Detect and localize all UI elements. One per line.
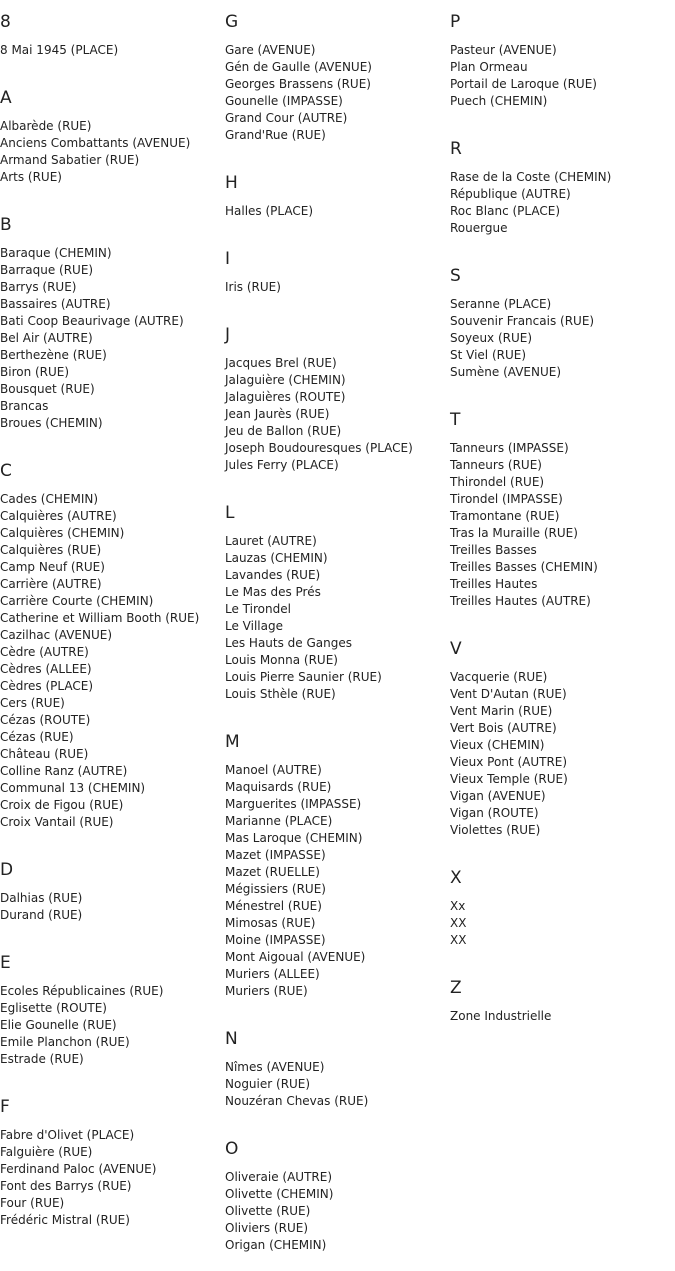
- street-item: Barrys (RUE): [0, 280, 77, 294]
- street-item: Noguier (RUE): [225, 1077, 311, 1091]
- street-item: Ferdinand Paloc (AVENUE): [0, 1162, 157, 1176]
- street-item: Manoel (AUTRE): [225, 763, 322, 777]
- street-item: Muriers (RUE): [225, 984, 308, 998]
- letter-section: [0, 860, 225, 941]
- street-item: Mont Aigoual (AVENUE): [225, 950, 366, 964]
- street-index-column-2: [225, 0, 450, 1271]
- street-item: Lauret (AUTRE): [225, 534, 317, 548]
- street-item: St Viel (RUE): [450, 348, 527, 362]
- section-letter-heading: Z: [450, 978, 462, 998]
- section-letter-heading: G: [225, 12, 239, 32]
- street-item: Bousquet (RUE): [0, 382, 95, 396]
- street-item: Emile Planchon (RUE): [0, 1035, 130, 1049]
- letter-section: [450, 978, 675, 1042]
- letter-section: [225, 173, 450, 237]
- street-item: Vent Marin (RUE): [450, 704, 553, 718]
- street-item: Mas Laroque (CHEMIN): [225, 831, 363, 845]
- street-item: Zone Industrielle: [450, 1009, 552, 1023]
- street-item: Biron (RUE): [0, 365, 70, 379]
- letter-section: [0, 953, 225, 1085]
- street-item: Tanneurs (RUE): [450, 458, 542, 472]
- street-item: Tanneurs (IMPASSE): [450, 441, 569, 455]
- street-list: [225, 203, 450, 220]
- street-item: Carrière Courte (CHEMIN): [0, 594, 154, 608]
- section-letter-heading: T: [450, 410, 461, 430]
- street-item: Vent D'Autan (RUE): [450, 687, 567, 701]
- letter-section: [450, 139, 675, 254]
- street-item: Louis Sthèle (RUE): [225, 687, 336, 701]
- street-item: Le Mas des Prés: [225, 585, 321, 599]
- street-item: Fabre d'Olivet (PLACE): [0, 1128, 135, 1142]
- street-item: Treilles Hautes (AUTRE): [450, 594, 591, 608]
- street-item: Moine (IMPASSE): [225, 933, 326, 947]
- street-item: Jalaguières (ROUTE): [225, 390, 346, 404]
- street-item: Louis Monna (RUE): [225, 653, 338, 667]
- street-item: Berthezène (RUE): [0, 348, 107, 362]
- street-item: XX: [450, 933, 467, 947]
- street-item: Broues (CHEMIN): [0, 416, 103, 430]
- street-item: Jean Jaurès (RUE): [225, 407, 330, 421]
- section-letter-heading: R: [450, 139, 462, 159]
- street-item: Colline Ranz (AUTRE): [0, 764, 128, 778]
- street-item: Halles (PLACE): [225, 204, 314, 218]
- street-item: Portail de Laroque (RUE): [450, 77, 597, 91]
- street-item: Vigan (ROUTE): [450, 806, 539, 820]
- street-item: Le Village: [225, 619, 283, 633]
- street-item: Vieux (CHEMIN): [450, 738, 545, 752]
- street-item: Cazilhac (AVENUE): [0, 628, 113, 642]
- street-item: Maquisards (RUE): [225, 780, 332, 794]
- section-letter-heading: O: [225, 1139, 239, 1159]
- street-item: Ménestrel (RUE): [225, 899, 322, 913]
- section-letter-heading: X: [450, 868, 462, 888]
- street-list: [225, 42, 450, 144]
- street-item: Jules Ferry (PLACE): [225, 458, 339, 472]
- street-index-column-3: [450, 0, 675, 1042]
- street-list: [225, 762, 450, 1000]
- letter-section: [225, 249, 450, 313]
- street-list: [450, 898, 675, 949]
- street-list: [225, 533, 450, 703]
- street-item: Jeu de Ballon (RUE): [225, 424, 342, 438]
- street-item: 8 Mai 1945 (PLACE): [0, 43, 119, 57]
- street-item: Mimosas (RUE): [225, 916, 316, 930]
- section-letter-heading: P: [450, 12, 461, 32]
- street-item: Gare (AVENUE): [225, 43, 316, 57]
- street-item: Font des Barrys (RUE): [0, 1179, 132, 1193]
- section-letter-heading: S: [450, 266, 461, 286]
- street-item: Roc Blanc (PLACE): [450, 204, 561, 218]
- section-letter-heading: E: [0, 953, 11, 973]
- section-letter-heading: C: [0, 461, 12, 481]
- street-item: Vert Bois (AUTRE): [450, 721, 557, 735]
- street-list: [450, 440, 675, 610]
- street-item: Vigan (AVENUE): [450, 789, 546, 803]
- street-item: Vieux Pont (AUTRE): [450, 755, 568, 769]
- street-item: Gounelle (IMPASSE): [225, 94, 343, 108]
- street-item: Croix Vantail (RUE): [0, 815, 114, 829]
- letter-section: [450, 868, 675, 966]
- street-item: Tramontane (RUE): [450, 509, 560, 523]
- section-letter-heading: L: [225, 503, 235, 523]
- street-item: Grand Cour (AUTRE): [225, 111, 348, 125]
- street-item: Camp Neuf (RUE): [0, 560, 105, 574]
- street-item: Mégissiers (RUE): [225, 882, 326, 896]
- street-item: Ecoles Républicaines (RUE): [0, 984, 164, 998]
- letter-section: [450, 266, 675, 398]
- section-letter-heading: I: [225, 249, 231, 269]
- letter-section: [0, 1097, 225, 1246]
- street-item: Lauzas (CHEMIN): [225, 551, 328, 565]
- street-item: Olivette (CHEMIN): [225, 1187, 334, 1201]
- street-item: Origan (CHEMIN): [225, 1238, 327, 1252]
- section-letter-heading: F: [0, 1097, 10, 1117]
- street-item: Violettes (RUE): [450, 823, 541, 837]
- street-item: République (AUTRE): [450, 187, 571, 201]
- street-item: Vacquerie (RUE): [450, 670, 548, 684]
- street-item: Durand (RUE): [0, 908, 83, 922]
- street-item: Croix de Figou (RUE): [0, 798, 124, 812]
- street-item: Lavandes (RUE): [225, 568, 321, 582]
- section-letter-heading: 8: [0, 12, 11, 32]
- letter-section: [0, 88, 225, 203]
- street-item: Treilles Hautes: [450, 577, 538, 591]
- street-item: Armand Sabatier (RUE): [0, 153, 140, 167]
- section-letter-heading: J: [225, 325, 231, 345]
- street-item: Mazet (RUELLE): [225, 865, 320, 879]
- street-item: Estrade (RUE): [0, 1052, 84, 1066]
- street-item: Iris (RUE): [225, 280, 281, 294]
- street-item: Carrière (AUTRE): [0, 577, 102, 591]
- letter-section: [450, 410, 675, 627]
- street-item: Calquières (RUE): [0, 543, 102, 557]
- street-item: Muriers (ALLEE): [225, 967, 320, 981]
- street-item: Frédéric Mistral (RUE): [0, 1213, 130, 1227]
- street-item: Elie Gounelle (RUE): [0, 1018, 117, 1032]
- street-item: Rouergue: [450, 221, 508, 235]
- street-item: Cèdres (PLACE): [0, 679, 94, 693]
- street-item: Cèdre (AUTRE): [0, 645, 89, 659]
- letter-section: [225, 732, 450, 1017]
- street-item: Château (RUE): [0, 747, 89, 761]
- street-item: Soyeux (RUE): [450, 331, 533, 345]
- street-item: Nouzéran Chevas (RUE): [225, 1094, 369, 1108]
- letter-section: [225, 325, 450, 491]
- street-list: [0, 983, 225, 1068]
- street-item: Bassaires (AUTRE): [0, 297, 111, 311]
- street-item: Plan Ormeau: [450, 60, 528, 74]
- street-item: Bati Coop Beaurivage (AUTRE): [0, 314, 184, 328]
- street-item: Jacques Brel (RUE): [225, 356, 337, 370]
- street-list: [225, 1059, 450, 1110]
- street-item: Mazet (IMPASSE): [225, 848, 326, 862]
- street-list: [225, 1169, 450, 1254]
- street-item: Cézas (RUE): [0, 730, 74, 744]
- section-letter-heading: B: [0, 215, 12, 235]
- street-item: Pasteur (AVENUE): [450, 43, 557, 57]
- street-item: Xx: [450, 899, 466, 913]
- street-list: [225, 279, 450, 296]
- street-item: Tirondel (IMPASSE): [450, 492, 563, 506]
- street-item: Falguière (RUE): [0, 1145, 93, 1159]
- street-list: [0, 245, 225, 432]
- letter-section: [450, 639, 675, 856]
- street-item: Oliveraie (AUTRE): [225, 1170, 333, 1184]
- section-letter-heading: D: [0, 860, 14, 880]
- street-item: Nîmes (AVENUE): [225, 1060, 325, 1074]
- street-item: Grand'Rue (RUE): [225, 128, 326, 142]
- section-letter-heading: V: [450, 639, 462, 659]
- street-list: [450, 669, 675, 839]
- street-item: XX: [450, 916, 467, 930]
- street-list: [450, 169, 675, 237]
- street-item: Albarède (RUE): [0, 119, 92, 133]
- section-letter-heading: A: [0, 88, 12, 108]
- section-letter-heading: M: [225, 732, 240, 752]
- street-index-column-1: [0, 0, 225, 1246]
- street-item: Marianne (PLACE): [225, 814, 333, 828]
- street-item: Souvenir Francais (RUE): [450, 314, 595, 328]
- street-list: [0, 1127, 225, 1229]
- street-item: Dalhias (RUE): [0, 891, 83, 905]
- street-item: Louis Pierre Saunier (RUE): [225, 670, 382, 684]
- street-item: Calquières (AUTRE): [0, 509, 117, 523]
- street-list: [0, 118, 225, 186]
- section-letter-heading: N: [225, 1029, 238, 1049]
- street-item: Les Hauts de Ganges: [225, 636, 353, 650]
- street-item: Catherine et William Booth (RUE): [0, 611, 200, 625]
- letter-section: [0, 461, 225, 848]
- street-item: Anciens Combattants (AVENUE): [0, 136, 191, 150]
- street-list: [0, 42, 225, 59]
- street-item: Gén de Gaulle (AVENUE): [225, 60, 372, 74]
- street-list: [0, 890, 225, 924]
- street-item: Arts (RUE): [0, 170, 62, 184]
- letter-section: [225, 503, 450, 720]
- street-item: Four (RUE): [0, 1196, 65, 1210]
- letter-section: [225, 1029, 450, 1127]
- street-list: [225, 355, 450, 474]
- street-item: Calquières (CHEMIN): [0, 526, 125, 540]
- street-item: Oliviers (RUE): [225, 1221, 308, 1235]
- street-list: [450, 296, 675, 381]
- street-item: Cèdres (ALLEE): [0, 662, 92, 676]
- street-item: Olivette (RUE): [225, 1204, 311, 1218]
- street-item: Treilles Basses (CHEMIN): [450, 560, 598, 574]
- street-item: Le Tirondel: [225, 602, 291, 616]
- street-item: Vieux Temple (RUE): [450, 772, 568, 786]
- street-list: [450, 1008, 675, 1025]
- street-item: Brancas: [0, 399, 49, 413]
- street-item: Tras la Muraille (RUE): [450, 526, 578, 540]
- street-item: Eglisette (ROUTE): [0, 1001, 107, 1015]
- street-item: Cades (CHEMIN): [0, 492, 99, 506]
- street-item: Cers (RUE): [0, 696, 65, 710]
- street-item: Sumène (AVENUE): [450, 365, 562, 379]
- street-item: Barraque (RUE): [0, 263, 94, 277]
- street-list: [0, 491, 225, 831]
- letter-section: [0, 215, 225, 449]
- street-item: Treilles Basses: [450, 543, 537, 557]
- street-item: Bel Air (AUTRE): [0, 331, 93, 345]
- street-item: Communal 13 (CHEMIN): [0, 781, 146, 795]
- street-item: Joseph Boudouresques (PLACE): [225, 441, 413, 455]
- street-item: Puech (CHEMIN): [450, 94, 548, 108]
- letter-section: [225, 12, 450, 161]
- street-item: Jalaguière (CHEMIN): [225, 373, 346, 387]
- street-list: [450, 42, 675, 110]
- letter-section: [0, 12, 225, 76]
- street-item: Marguerites (IMPASSE): [225, 797, 362, 811]
- street-item: Seranne (PLACE): [450, 297, 552, 311]
- street-item: Cézas (ROUTE): [0, 713, 91, 727]
- street-item: Baraque (CHEMIN): [0, 246, 112, 260]
- street-item: Georges Brassens (RUE): [225, 77, 371, 91]
- section-letter-heading: H: [225, 173, 238, 193]
- street-item: Rase de la Coste (CHEMIN): [450, 170, 612, 184]
- street-item: Thirondel (RUE): [450, 475, 545, 489]
- letter-section: [225, 1139, 450, 1271]
- letter-section: [450, 12, 675, 127]
